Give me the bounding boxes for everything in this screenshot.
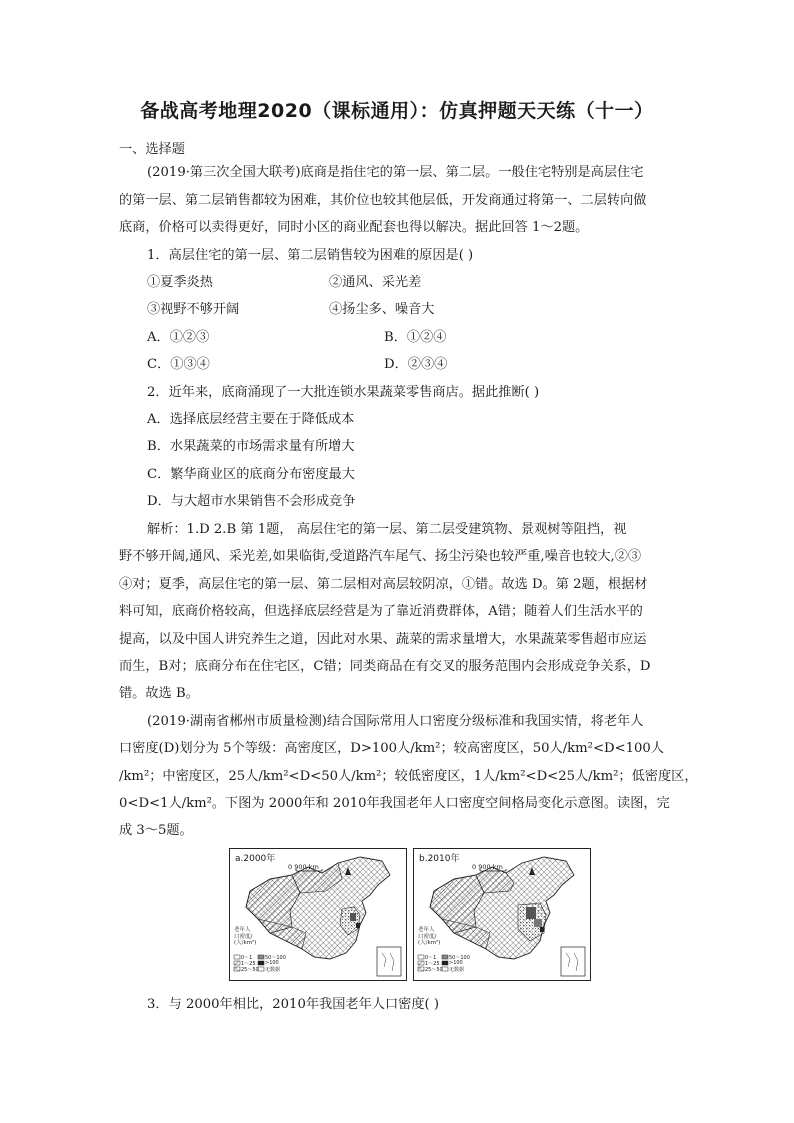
legend-title-line: 老年人 <box>418 927 435 933</box>
legend-item: 0～1 <box>241 955 253 961</box>
passage2-line: 0<D<1人/km²。下图为 2000年和 2010年我国老年人口密度空间格局变化示意图。读图，完 <box>119 796 670 811</box>
passage1-line: (2019·第三次全国大联考)底商是指住宅的第一层、第二层。一般住宅特别是高层住宅 <box>147 165 644 180</box>
legend-item: 25～50 <box>425 967 443 973</box>
legend-title-line: 口密度/ <box>234 933 253 940</box>
q2-option-b: B．水果蔬菜的市场需求量有所增大 <box>147 439 355 454</box>
legend-title-line: (人/km²) <box>418 940 441 946</box>
q2-option-d: D．与大超市水果销售不会形成竞争 <box>147 494 356 509</box>
map-2000-label: a.2000年 <box>235 854 276 864</box>
q2-option-c: C．繁华商业区的底商分布密度最大 <box>147 467 355 482</box>
q1-item: ①夏季炎热 <box>147 275 213 290</box>
q1-item: ②通风、采光差 <box>329 275 422 290</box>
analysis-line: 提高，以及中国人讲究养生之道，因此对水果、蔬菜的需求量增大，水果蔬菜零售超市应运 <box>119 632 647 647</box>
legend-item: 0～1 <box>425 955 437 961</box>
question-1-stem: 1．高层住宅的第一层、第二层销售较为困难的原因是( ) <box>147 248 474 263</box>
legend-item: >100 <box>449 960 463 966</box>
legend-item: 50～100 <box>265 955 286 961</box>
q2-option-a: A．选择底层经营主要在于降低成本 <box>147 412 355 427</box>
legend-item: 无数据 <box>265 967 281 973</box>
passage2-line: 口密度(D)划分为 5个等级：高密度区，D>100人/km²；较高密度区，50人/km²<D<100人 <box>119 741 664 756</box>
legend-title-line: 口密度/ <box>418 933 437 940</box>
legend-title-line: 老年人 <box>234 927 251 933</box>
legend-title <box>234 927 256 947</box>
analysis-line: 野不够开阔,通风、采光差,如果临街,受道路汽车尾气、扬尘污染也较严重,噪音也较大,②③ <box>119 549 642 564</box>
legend-item: 1～25 <box>425 961 440 967</box>
passage2-line: (2019·湖南省郴州市质量检测)结合国际常用人口密度分级标准和我国实情，将老年人 <box>147 714 644 729</box>
q1-item: ④扬尘多、噪音大 <box>329 302 435 317</box>
analysis-line: 而生，B对；底商分布在住宅区，C错；同类商品在有交叉的服务范围内会形成竞争关系，D <box>119 659 651 674</box>
passage2-line: 成 3～5题。 <box>119 823 193 838</box>
map-2010-label: b.2010年 <box>419 854 460 864</box>
map-2010 <box>413 848 591 981</box>
scale-label: 0 900 km <box>472 863 503 871</box>
analysis-line: 解析：1.D 2.B 第 1题， 高层住宅的第一层、第二层受建筑物、景观树等阻挡，视 <box>147 522 627 537</box>
legend-item: >100 <box>265 960 279 966</box>
q1-item: ③视野不够开阔 <box>147 302 240 317</box>
map-2000 <box>229 848 407 981</box>
q1-option-b: B．①②④ <box>384 330 447 345</box>
section-heading: 一、选择题 <box>119 142 185 157</box>
passage1-line: 底商，价格可以卖得更好，同时小区的商业配套也得以解决。据此回答 1～2题。 <box>119 220 589 235</box>
legend-item: 1～25 <box>241 961 256 967</box>
legend-title-line: (人/km²) <box>234 940 257 946</box>
page-title: 备战高考地理2020（课标通用）：仿真押题天天练（十一） <box>140 100 654 122</box>
q1-option-c: C．①③④ <box>147 357 210 372</box>
passage2-line: /km²；中密度区，25人/km²<D<50人/km²；较低密度区，1人/km²<D<25人/km²；低密度区， <box>119 769 698 784</box>
passage1-line: 的第一层、第二层销售都较为困难，其价位也较其他层低，开发商通过将第一、二层转向做 <box>119 193 647 208</box>
q1-option-d: D．②③④ <box>384 357 448 372</box>
question-3-stem: 3．与 2000年相比，2010年我国老年人口密度( ) <box>147 997 439 1012</box>
population-density-figure <box>229 848 591 981</box>
question-2-stem: 2．近年来，底商涌现了一大批连锁水果蔬菜零售商店。据此推断( ) <box>147 385 540 400</box>
legend-item: 无数据 <box>449 967 465 973</box>
q1-option-a: A．①②③ <box>147 330 210 345</box>
analysis-line: ④对；夏季，高层住宅的第一层、第二层相对高层较阴凉，①错。故选 D。第 2题，根据材 <box>119 577 648 592</box>
analysis-line: 错。故选 B。 <box>119 686 199 701</box>
analysis-line: 料可知，底商价格较高，但选择底层经营是为了靠近消费群体，A错；随着人们生活水平的 <box>119 604 643 619</box>
legend-title <box>418 927 440 947</box>
scale-label: 0 900 km <box>288 863 319 871</box>
legend-item: 50～100 <box>449 955 470 961</box>
legend-item: 25～50 <box>241 967 259 973</box>
